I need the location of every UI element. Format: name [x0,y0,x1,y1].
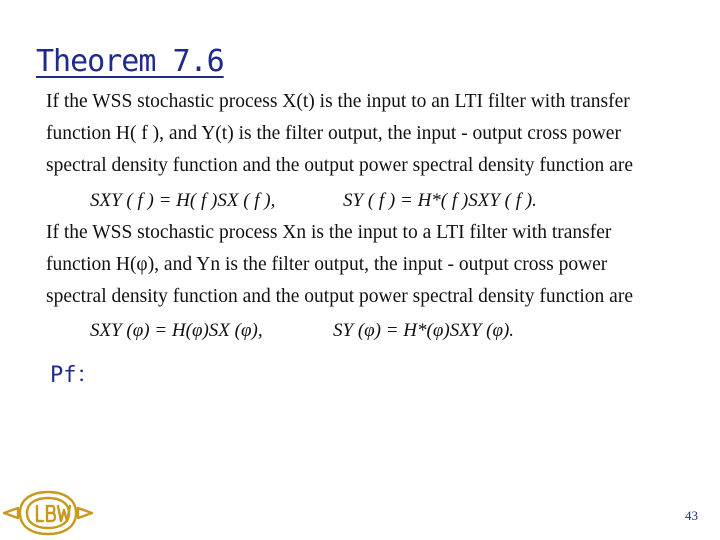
paragraph-1-line-1: If the WSS stochastic process X(t) is the input to an LTI filter with transfer [46,91,630,112]
equation-cross-psd-continuous: SXY ( f ) = H( f )SX ( f ), [90,190,276,211]
paragraph-2-line-2: function H(φ), and Yn is the filter output, the input - output cross power [46,254,608,275]
equation-output-psd-discrete: SY (φ) = H*(φ)SXY (φ). [333,320,515,341]
slide-title: Theorem 7.6 [36,44,224,79]
equation-output-psd-continuous: SY ( f ) = H*( f )SXY ( f ). [343,190,537,211]
page-number: 43 [685,508,698,523]
proof-label: Pf： [50,363,99,388]
paragraph-1-line-2: function H( f ), and Y(t) is the filter output, the input - output cross power [46,123,621,144]
equation-cross-psd-discrete: SXY (φ) = H(φ)SX (φ), [90,320,263,341]
paragraph-2-line-3: spectral density function and the output power spectral density function are [46,286,633,307]
paragraph-2-line-1: If the WSS stochastic process Xn is the input to a LTI filter with transfer [46,222,612,243]
university-emblem-icon [0,486,96,540]
paragraph-1-line-3: spectral density function and the output power spectral density function are [46,155,633,176]
